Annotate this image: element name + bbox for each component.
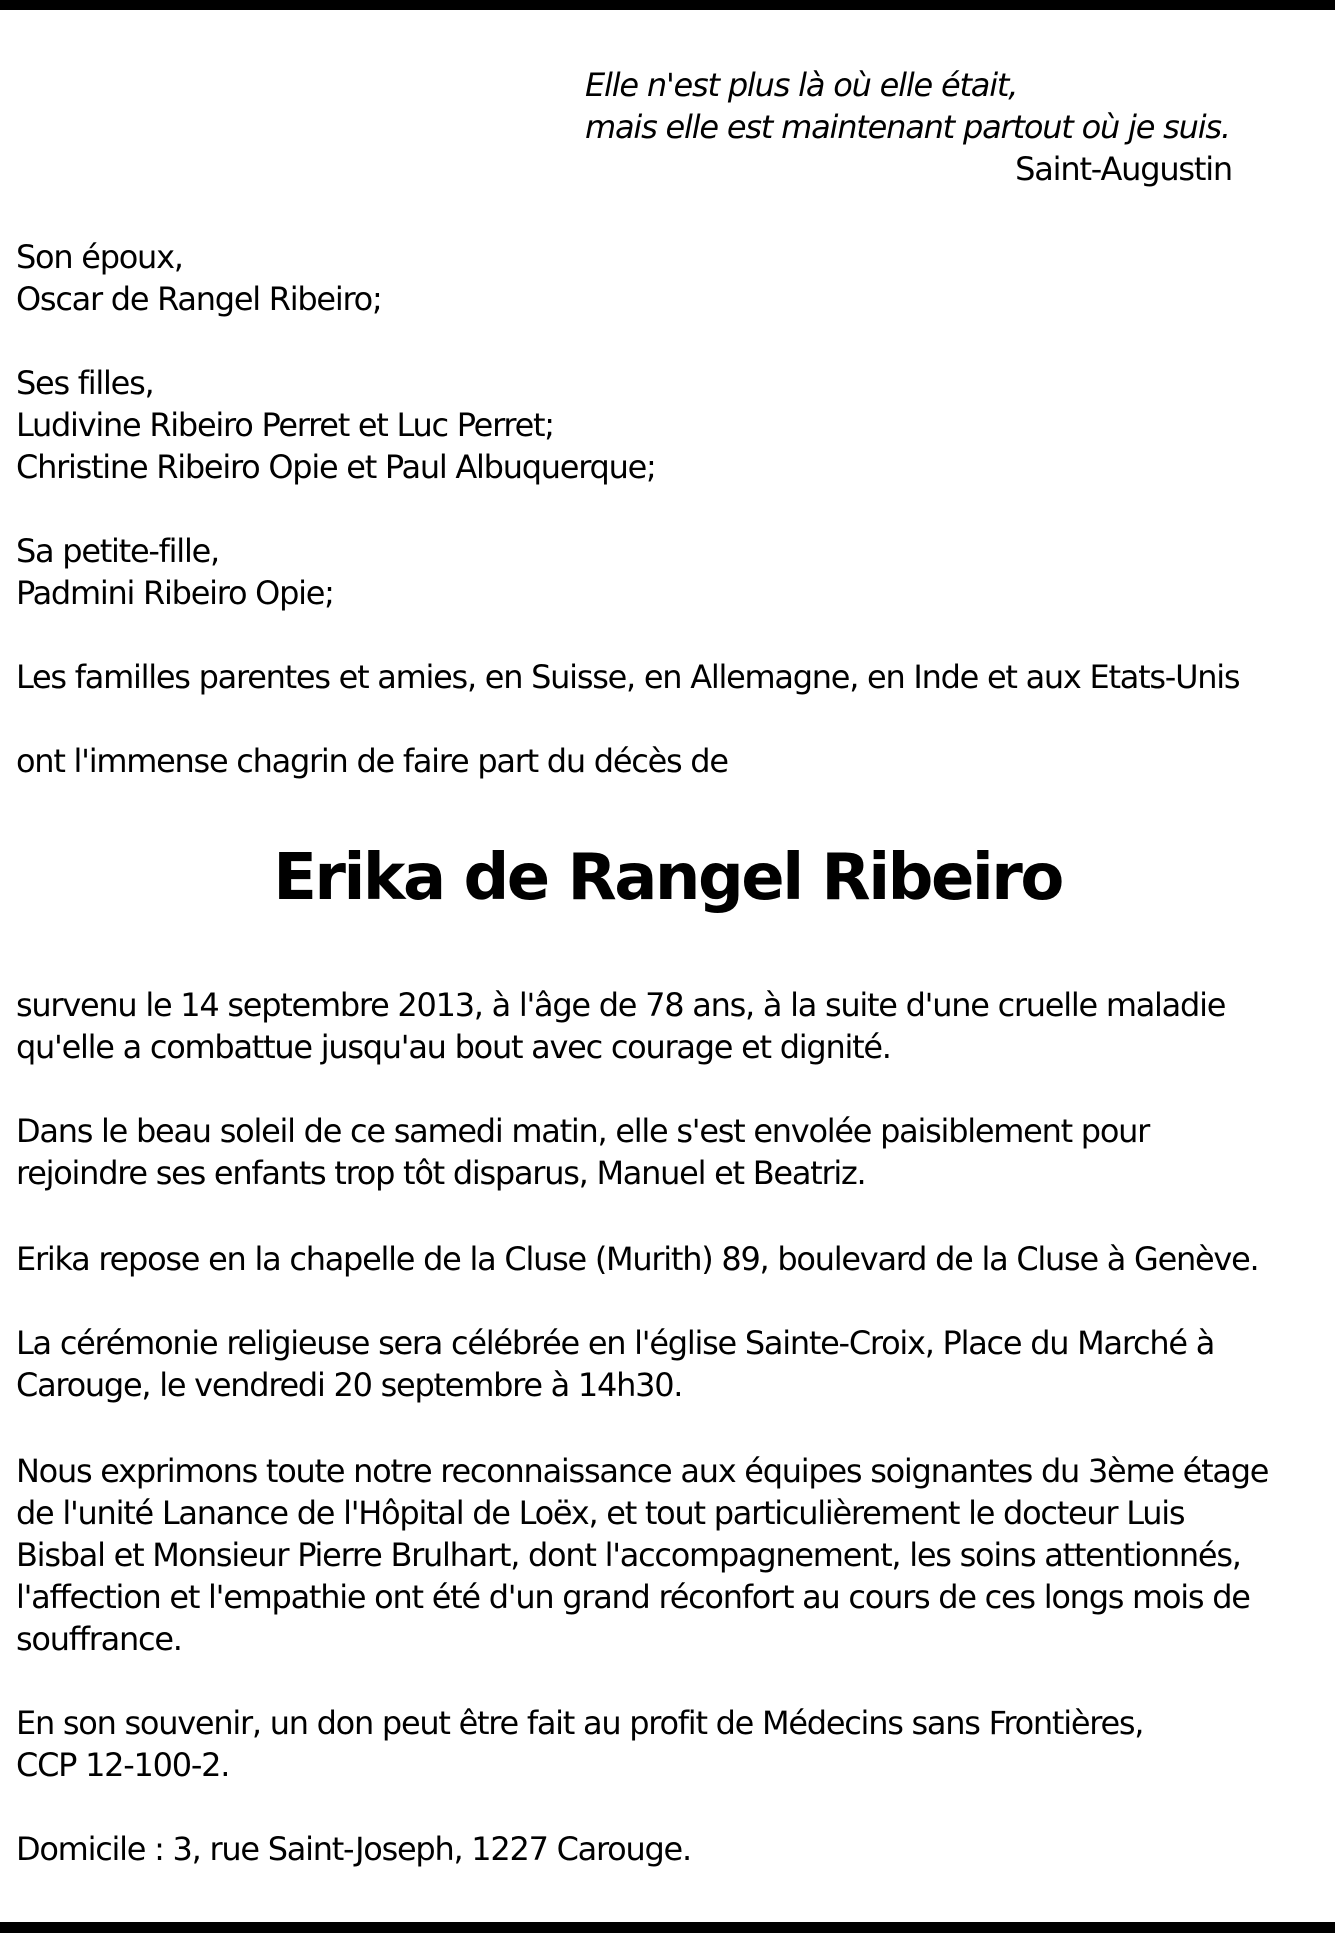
death-paragraph (16, 984, 1316, 1068)
granddaughter-name: Padmini Ribeiro Opie; (16, 574, 334, 612)
paragraph-line: Domicile : 3, rue Saint-Joseph, 1227 Carouge. (16, 1830, 691, 1868)
bottom-border-rule (0, 1922, 1335, 1933)
relatives-section (16, 656, 1316, 698)
paragraph-line: survenu le 14 septembre 2013, à l'âge de 78 ans, à la suite d'une cruelle maladie (16, 986, 1226, 1024)
epigraph-line: mais elle est maintenant partout où je suis. (585, 108, 1230, 146)
relatives-text: Les familles parentes et amies, en Suisse, en Allemagne, en Inde et aux Etats-Unis (16, 658, 1240, 696)
paragraph-line: l'affection et l'empathie ont été d'un grand réconfort au cours de ces longs mois de (16, 1578, 1250, 1616)
passing-paragraph (16, 1110, 1316, 1194)
paragraph-line: souffrance. (16, 1620, 182, 1658)
granddaughter-heading: Sa petite-fille, (16, 532, 219, 570)
deceased-name: Erika de Rangel Ribeiro (273, 841, 1062, 915)
address-paragraph (16, 1828, 1316, 1870)
paragraph-line: CCP 12-100-2. (16, 1746, 230, 1784)
donation-paragraph (16, 1702, 1316, 1786)
daughters-section (16, 362, 1316, 488)
paragraph-line: qu'elle a combattue jusqu'au bout avec courage et dignité. (16, 1028, 891, 1066)
granddaughter-section (16, 530, 1316, 614)
thanks-paragraph (16, 1450, 1316, 1660)
top-border-rule (0, 0, 1335, 10)
daughter-name: Ludivine Ribeiro Perret et Luc Perret; (16, 406, 554, 444)
daughters-heading: Ses filles, (16, 364, 154, 402)
paragraph-line: Bisbal et Monsieur Pierre Brulhart, dont l'accompagnement, les soins attentionnés, (16, 1536, 1241, 1574)
paragraph-line: En son souvenir, un don peut être fait au profit de Médecins sans Frontières, (16, 1704, 1144, 1742)
paragraph-line: Carouge, le vendredi 20 septembre à 14h30. (16, 1366, 683, 1404)
paragraph-line: Dans le beau soleil de ce samedi matin, elle s'est envolée paisiblement pour (16, 1112, 1150, 1150)
paragraph-line: rejoindre ses enfants trop tôt disparus, Manuel et Beatriz. (16, 1154, 866, 1192)
ceremony-paragraph (16, 1322, 1316, 1406)
spouse-section (16, 236, 1316, 320)
paragraph-line: Nous exprimons toute notre reconnaissance aux équipes soignantes du 3ème étage (16, 1452, 1269, 1490)
daughter-name: Christine Ribeiro Opie et Paul Albuquerque; (16, 448, 656, 486)
epigraph-quote (585, 64, 1285, 148)
spouse-name: Oscar de Rangel Ribeiro; (16, 280, 382, 318)
spouse-heading: Son époux, (16, 238, 183, 276)
announcement-text: ont l'immense chagrin de faire part du décès de (16, 742, 728, 780)
paragraph-line: La cérémonie religieuse sera célébrée en l'église Sainte-Croix, Place du Marché à (16, 1324, 1215, 1362)
epigraph-line: Elle n'est plus là où elle était, (585, 66, 1018, 104)
rest-paragraph (16, 1238, 1316, 1280)
announcement-section (16, 740, 1316, 782)
epigraph-author: Saint-Augustin (1015, 150, 1232, 188)
paragraph-line: Erika repose en la chapelle de la Cluse (Murith) 89, boulevard de la Cluse à Genève. (16, 1240, 1259, 1278)
paragraph-line: de l'unité Lanance de l'Hôpital de Loëx, et tout particulièrement le docteur Luis (16, 1494, 1185, 1532)
